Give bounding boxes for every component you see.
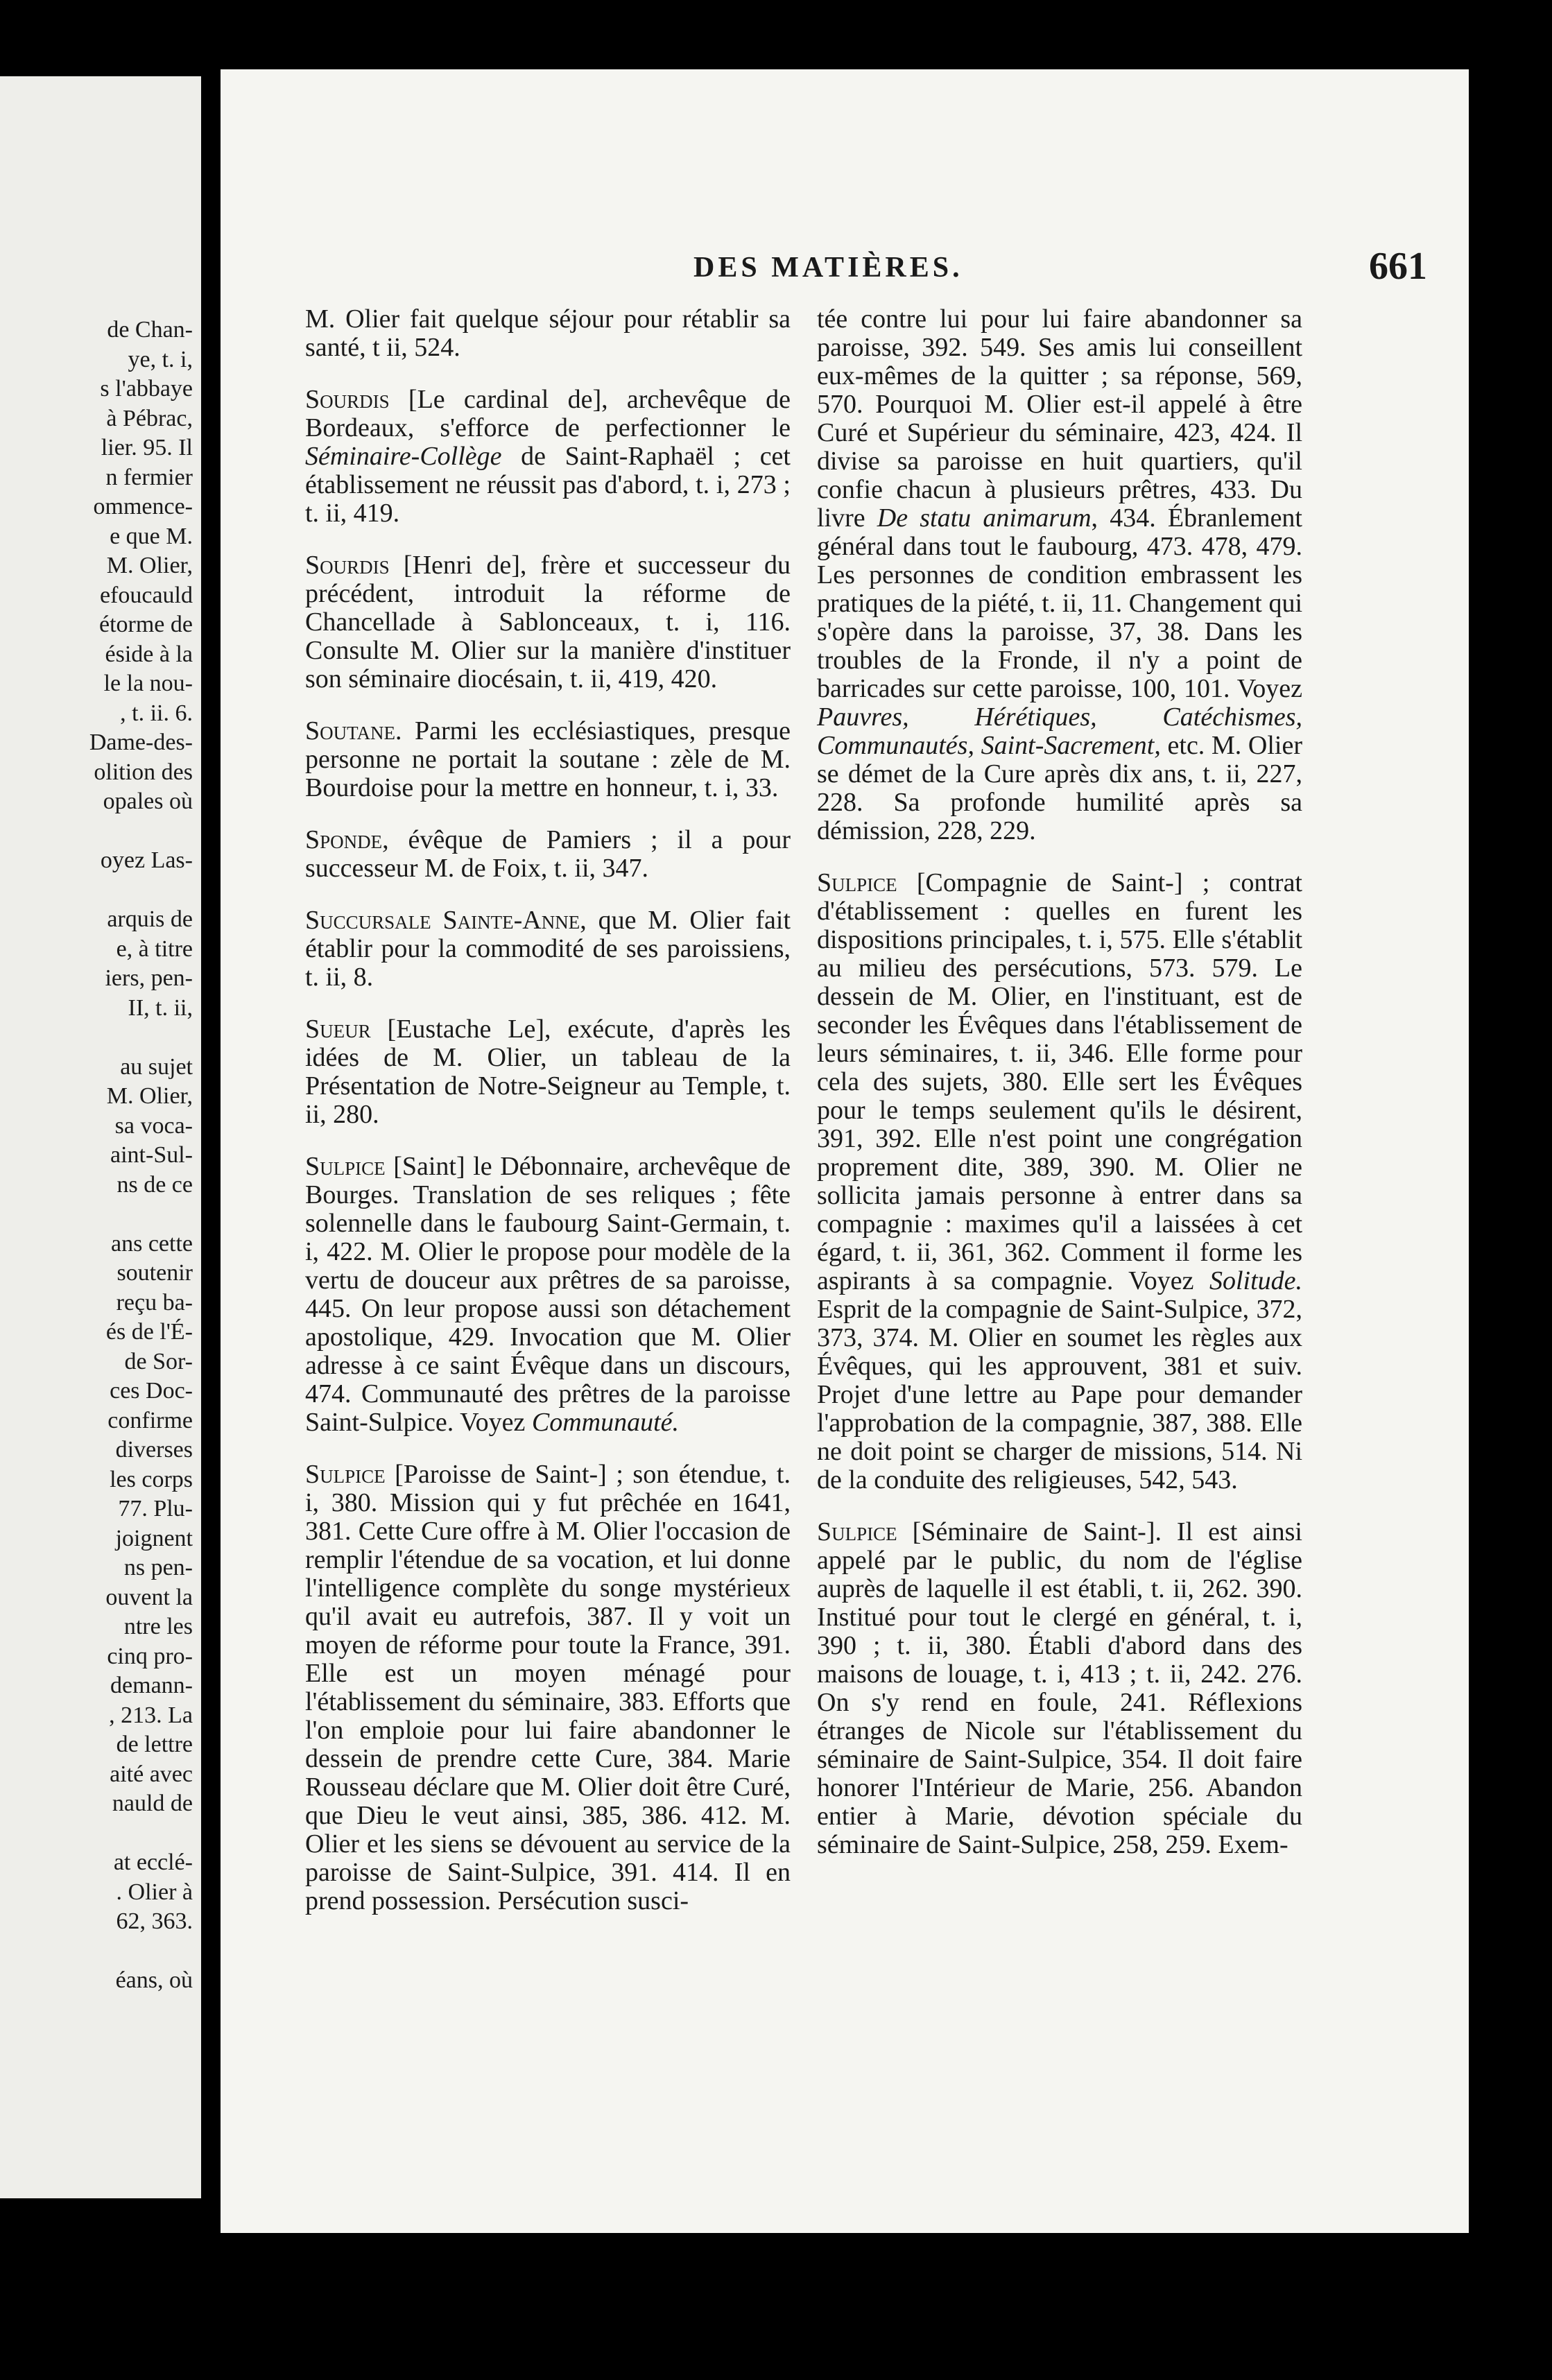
- left-page-line: de lettre: [116, 1732, 193, 1757]
- left-page-line: demann-: [110, 1673, 193, 1698]
- entry-text: , que M. Olier fait établir pour la commodité de ses paroissiens, t. ii, 8.: [305, 906, 791, 992]
- left-page-line: ns pen-: [123, 1555, 193, 1580]
- left-page-line: . Olier à: [116, 1879, 193, 1905]
- running-title: DES MATIÈRES.: [693, 252, 963, 284]
- left-page-fragment: [0, 76, 201, 2198]
- left-page-line: , 213. La: [109, 1702, 193, 1728]
- left-page-line: ans cette: [111, 1230, 193, 1257]
- left-page-line: [0, 1937, 193, 1967]
- left-page-line: olition des: [94, 759, 193, 785]
- page: [221, 69, 1469, 2233]
- left-page-line: aint-Sul-: [110, 1142, 193, 1168]
- entry-headword: Sourdis: [305, 551, 390, 580]
- left-page-line: aité avec: [110, 1761, 193, 1787]
- index-entry: [305, 305, 791, 362]
- left-page-line: reçu ba-: [116, 1289, 193, 1316]
- entry-italic: De statu animarum: [877, 503, 1092, 533]
- left-page-line: ouvent la: [105, 1584, 193, 1610]
- left-page-line: [0, 1023, 193, 1053]
- left-page-line: opales où: [103, 788, 193, 814]
- entry-headword: Soutane.: [305, 716, 402, 745]
- left-page-line: ns de ce: [117, 1171, 193, 1198]
- index-entry: [305, 1015, 791, 1129]
- entry-headword: Sponde,: [305, 825, 389, 854]
- index-entry: [305, 1153, 791, 1437]
- left-page-line: 62, 363.: [116, 1908, 193, 1934]
- left-page-line: ces Doc-: [110, 1378, 193, 1404]
- page-header: [221, 245, 1469, 300]
- left-page-line: efoucauld: [99, 582, 193, 608]
- left-page-line: éans, où: [115, 1967, 193, 1993]
- entry-text: [Séminaire de Saint-]. Il est ainsi appelé par le public, du nom de l'église auprès de laquelle il est établi, t. ii, 262. 390. Institué pour tout le clergé en général, t. i, 390 ; t. ii, 380. Établi d'abord dans des maisons de louage, t. i, 413 ; t. ii, 242. 276. On s'y rend en foule, 241. Réflexions étranges de Nicole sur l'établissement du séminaire de Saint-Sulpice, 354. Il doit faire honorer l'Intérieur de Marie, 256. Abandon entier à Marie, dévotion spéciale du séminaire de Saint-Sulpice, 258, 259. Exem-: [817, 1517, 1302, 1859]
- left-page-line: ye, t. i,: [128, 346, 193, 372]
- index-entry: [305, 1460, 791, 1915]
- left-page-line: at ecclé-: [113, 1849, 193, 1875]
- left-page-line: lier. 95. Il: [101, 435, 193, 460]
- left-page-line: II, t. ii,: [128, 994, 193, 1021]
- column-left: [305, 305, 791, 1939]
- entry-text: M. Olier fait quelque séjour pour rétablir sa santé, t ii, 524.: [305, 304, 791, 362]
- left-page-text: [0, 316, 193, 1996]
- left-page-line: iers, pen-: [105, 965, 193, 991]
- left-page-line: de Sor-: [124, 1348, 193, 1374]
- index-entry: [305, 386, 791, 528]
- left-page-line: s l'abbaye: [100, 376, 193, 402]
- entry-headword: Succursale Sainte-Anne: [305, 906, 580, 935]
- left-page-line: ommence-: [93, 494, 193, 519]
- left-page-line: , t. ii. 6.: [120, 700, 193, 726]
- left-page-line: 77. Plu-: [118, 1496, 193, 1521]
- left-page-line: le la nou-: [103, 671, 193, 696]
- entry-headword: Sulpice: [817, 868, 897, 897]
- left-page-line: oyez Las-: [100, 847, 193, 873]
- left-page-line: à Pébrac,: [106, 405, 193, 431]
- entry-text: de Saint-Raphaël ; cet établissement ne réussit pas d'abord, t. i, 273 ; t. ii, 419.: [305, 442, 791, 528]
- entry-italic: Séminaire-Collège: [305, 442, 502, 471]
- entry-headword: Sulpice: [817, 1517, 897, 1546]
- left-page-line: [0, 817, 193, 847]
- left-page-line: ntre les: [123, 1614, 193, 1639]
- column-right: [817, 305, 1302, 1883]
- entry-text: [Compagnie de Saint-] ; contrat d'établissement : quelles en furent les dispositions principales, t. i, 575. Elle s'établit au milieu des persécutions, 573. 579. Le dessein de M. Olier, en l'instituant, est de seconder les Évêques dans l'établissement de leurs séminaires, t. ii, 346. Elle forme pour cela des sujets, 380. Elle sert les Évêques pour le temps seulement qu'ils le désirent, 391, 392. Elle n'est point une congrégation proprement dite, 389, 390. M. Olier ne sollicita jamais personne à entrer dans sa compagnie : maximes qu'il a laissées à cet égard, t. ii, 361, 362. Comment il forme les aspirants à sa compagnie. Voyez: [817, 868, 1302, 1295]
- left-page-line: nauld de: [112, 1791, 193, 1816]
- left-page-line: e que M.: [110, 523, 193, 549]
- left-page-line: les corps: [110, 1466, 193, 1492]
- left-page-line: arquis de: [107, 906, 193, 932]
- left-page-line: M. Olier,: [106, 553, 193, 578]
- entry-text: [Saint] le Débonnaire, archevêque de Bourges. Translation de ses reliques ; fête solennelle dans le faubourg Saint-Germain, t. i, 422. M. Olier le propose pour modèle de la vertu de douceur aux prêtres de sa paroisse, 445. On leur propose aussi son détachement apostolique, 429. Invocation que M. Olier adresse à ce saint Évêque dans un discours, 474. Communauté des prêtres de la paroisse Saint-Sulpice. Voyez: [305, 1152, 791, 1437]
- left-page-line: cinq pro-: [107, 1643, 193, 1669]
- index-entry: [305, 906, 791, 992]
- entry-text: [Le cardinal de], archevêque de Bordeaux, s'efforce de perfectionner le: [305, 385, 791, 442]
- entry-headword: Sueur: [305, 1015, 371, 1044]
- left-page-line: [0, 1200, 193, 1230]
- entry-headword: Sulpice: [305, 1460, 386, 1489]
- index-entry: [817, 869, 1302, 1494]
- entry-headword: Sulpice: [305, 1152, 386, 1181]
- entry-italic: Pauvres, Hérétiques, Catéchismes, Communautés, Saint-Sacrement,: [817, 702, 1302, 760]
- index-entry: [305, 717, 791, 802]
- entry-text: [Eustache Le], exécute, d'après les idées de M. Olier, un tableau de la Présentation de Notre-Seigneur au Temple, t. ii, 280.: [305, 1015, 791, 1129]
- index-entry: [305, 551, 791, 693]
- left-page-line: de Chan-: [107, 317, 193, 343]
- entry-italic: Solitude.: [1209, 1266, 1302, 1295]
- entry-text: Esprit de la compagnie de Saint-Sulpice, 372, 373, 374. M. Olier en soumet les règles aux Évêques, qui les approuvent, 381 et suiv. Projet d'une lettre au Pape pour demander l'approbation de la compagnie, 387, 388. Elle ne doit point se charger de missions, 514. Ni de la conduite des religieuses, 542, 543.: [817, 1295, 1302, 1494]
- entry-text: etc. M. Olier se démet de la Cure après dix ans, t. ii, 227, 228. Sa profonde humilité après sa démission, 228, 229.: [817, 731, 1302, 845]
- left-page-line: és de l'É-: [105, 1319, 193, 1345]
- left-page-line: étorme de: [99, 612, 193, 637]
- entry-text: [Henri de], frère et successeur du précédent, introduit la réforme de Chancellade à Sablonceaux, t. i, 116. Consulte M. Olier sur la manière d'instituer son séminaire diocésain, t. ii, 419, 420.: [305, 551, 791, 693]
- entry-text: , 434. Ébranlement général dans tout le faubourg, 473. 478, 479. Les personnes de condition embrassent les pratiques de la piété, t. ii, 11. Changement qui s'opère dans la paroisse, 37, 38. Dans les troubles de la Fronde, il n'y a point de barricades sur cette paroisse, 100, 101. Voyez: [817, 503, 1302, 703]
- index-entry: [817, 1518, 1302, 1859]
- entry-headword: Sourdis: [305, 385, 390, 414]
- left-page-line: [0, 1819, 193, 1849]
- left-page-line: confirme: [107, 1407, 193, 1433]
- index-entry: [305, 826, 791, 883]
- index-entry: [817, 305, 1302, 845]
- entry-text: Parmi les ecclésiastiques, presque personne ne portait la soutane : zèle de M. Bourdoise pour la mettre en honneur, t. i, 33.: [305, 716, 791, 802]
- entry-text: tée contre lui pour lui faire abandonner sa paroisse, 392. 549. Ses amis lui conseillent eux-mêmes de la quitter ; sa réponse, 569, 570. Pourquoi M. Olier est-il appelé à être Curé et Supérieur du séminaire, 423, 424. Il divise sa paroisse en huit quartiers, qu'il confie chacun à plusieurs prêtres, 433. Du livre: [817, 304, 1302, 533]
- left-page-line: e, à titre: [116, 935, 193, 962]
- left-page-line: Dame-des-: [89, 730, 193, 755]
- left-page-line: éside à la: [105, 641, 193, 667]
- left-page-line: sa voca-: [114, 1112, 193, 1139]
- left-page-line: au sujet: [120, 1053, 193, 1080]
- page-number: 661: [1369, 245, 1427, 288]
- entry-italic: Communauté.: [531, 1408, 679, 1437]
- left-page-line: M. Olier,: [106, 1083, 193, 1109]
- left-page-line: diverses: [115, 1437, 193, 1463]
- left-page-line: n fermier: [105, 464, 193, 490]
- left-page-line: soutenir: [117, 1260, 193, 1286]
- left-page-line: [0, 876, 193, 906]
- entry-text: évêque de Pamiers ; il a pour successeur M. de Foix, t. ii, 347.: [305, 825, 791, 883]
- entry-text: [Paroisse de Saint-] ; son étendue, t. i, 380. Mission qui y fut prêchée en 1641, 381. Cette Cure offre à M. Olier l'occasion de remplir l'étendue de sa vocation, et lui donne l'intelligence complète du songe mystérieux qu'il avait eu autrefois, 387. Il y voit un moyen de réforme pour toute la France, 391. Elle est un moyen ménagé pour l'établissement du séminaire, 383. Efforts que l'on emploie pour lui faire abandonner le dessein de prendre cette Cure, 384. Marie Rousseau déclare que M. Olier doit être Curé, que Dieu le veut ainsi, 385, 386. 412. M. Olier et les siens se dévouent au service de la paroisse de Saint-Sulpice, 391. 414. Il en prend possession. Persécution susci-: [305, 1460, 791, 1915]
- left-page-line: joignent: [115, 1525, 193, 1551]
